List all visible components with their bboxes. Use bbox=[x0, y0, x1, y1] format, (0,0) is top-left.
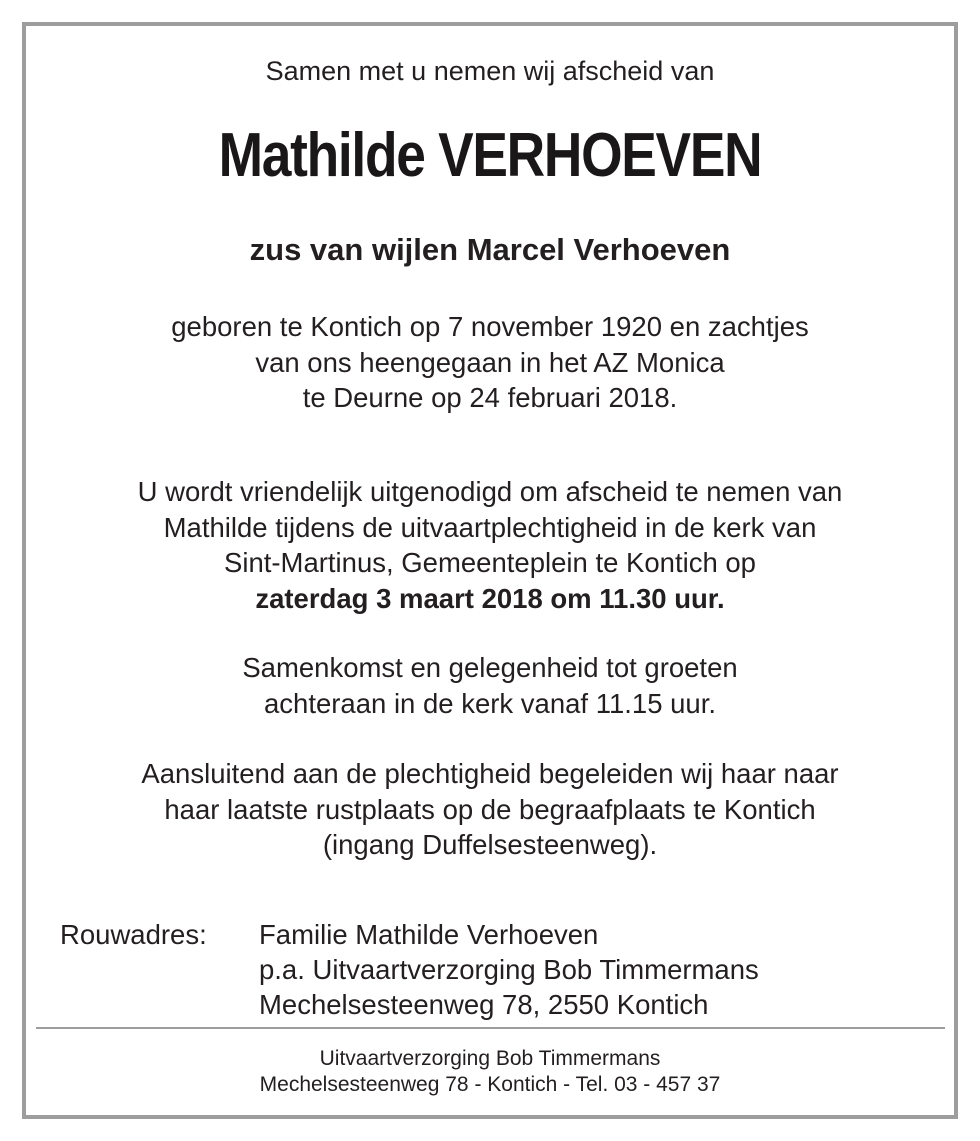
birth-line: te Deurne op 24 februari 2018. bbox=[302, 382, 678, 413]
invitation-line: Mathilde tijdens de uitvaartplechtigheid in de kerk van bbox=[163, 511, 817, 543]
gathering-line: achteraan in de kerk vanaf 11.15 uur. bbox=[263, 687, 717, 719]
intro-text: Samen met u nemen wij afscheid van bbox=[265, 56, 715, 86]
footer bbox=[0, 1046, 980, 1098]
birth-line: geboren te Kontich op 7 november 1920 en zachtjes bbox=[171, 311, 809, 342]
burial-line: (ingang Duffelsesteenweg). bbox=[322, 829, 658, 860]
footer-divider bbox=[36, 1027, 945, 1029]
address-line: Familie Mathilde Verhoeven bbox=[259, 919, 599, 950]
invitation-line: U wordt vriendelijk uitgenodigd om afscheid te nemen van bbox=[137, 476, 843, 507]
gathering-paragraph bbox=[0, 650, 980, 721]
address-label: Rouwadres: bbox=[60, 919, 207, 950]
footer-contact: Mechelsesteenweg 78 - Kontich - Tel. 03 - 457 37 bbox=[259, 1073, 721, 1096]
burial-paragraph bbox=[0, 756, 980, 863]
birth-line: van ons heengegaan in het AZ Monica bbox=[255, 346, 725, 378]
address-lines bbox=[259, 917, 759, 1022]
ceremony-datetime: zaterdag 3 maart 2018 om 11.30 uur. bbox=[255, 582, 725, 614]
address-line: Mechelsesteenweg 78, 2550 Kontich bbox=[259, 989, 709, 1020]
invitation-paragraph bbox=[0, 474, 980, 616]
invitation-line: Sint-Martinus, Gemeenteplein te Kontich op bbox=[224, 547, 756, 578]
footer-company: Uitvaartverzorging Bob Timmermans bbox=[319, 1047, 661, 1070]
gathering-line: Samenkomst en gelegenheid tot groeten bbox=[242, 652, 738, 683]
birth-paragraph bbox=[0, 309, 980, 416]
relation-text: zus van wijlen Marcel Verhoeven bbox=[249, 232, 731, 267]
deceased-name: Mathilde VERHOEVEN bbox=[218, 121, 762, 190]
burial-line: haar laatste rustplaats op de begraafplaats te Kontich bbox=[164, 793, 816, 825]
burial-line: Aansluitend aan de plechtigheid begeleiden wij haar naar bbox=[141, 758, 839, 789]
address-line: p.a. Uitvaartverzorging Bob Timmermans bbox=[259, 954, 759, 985]
